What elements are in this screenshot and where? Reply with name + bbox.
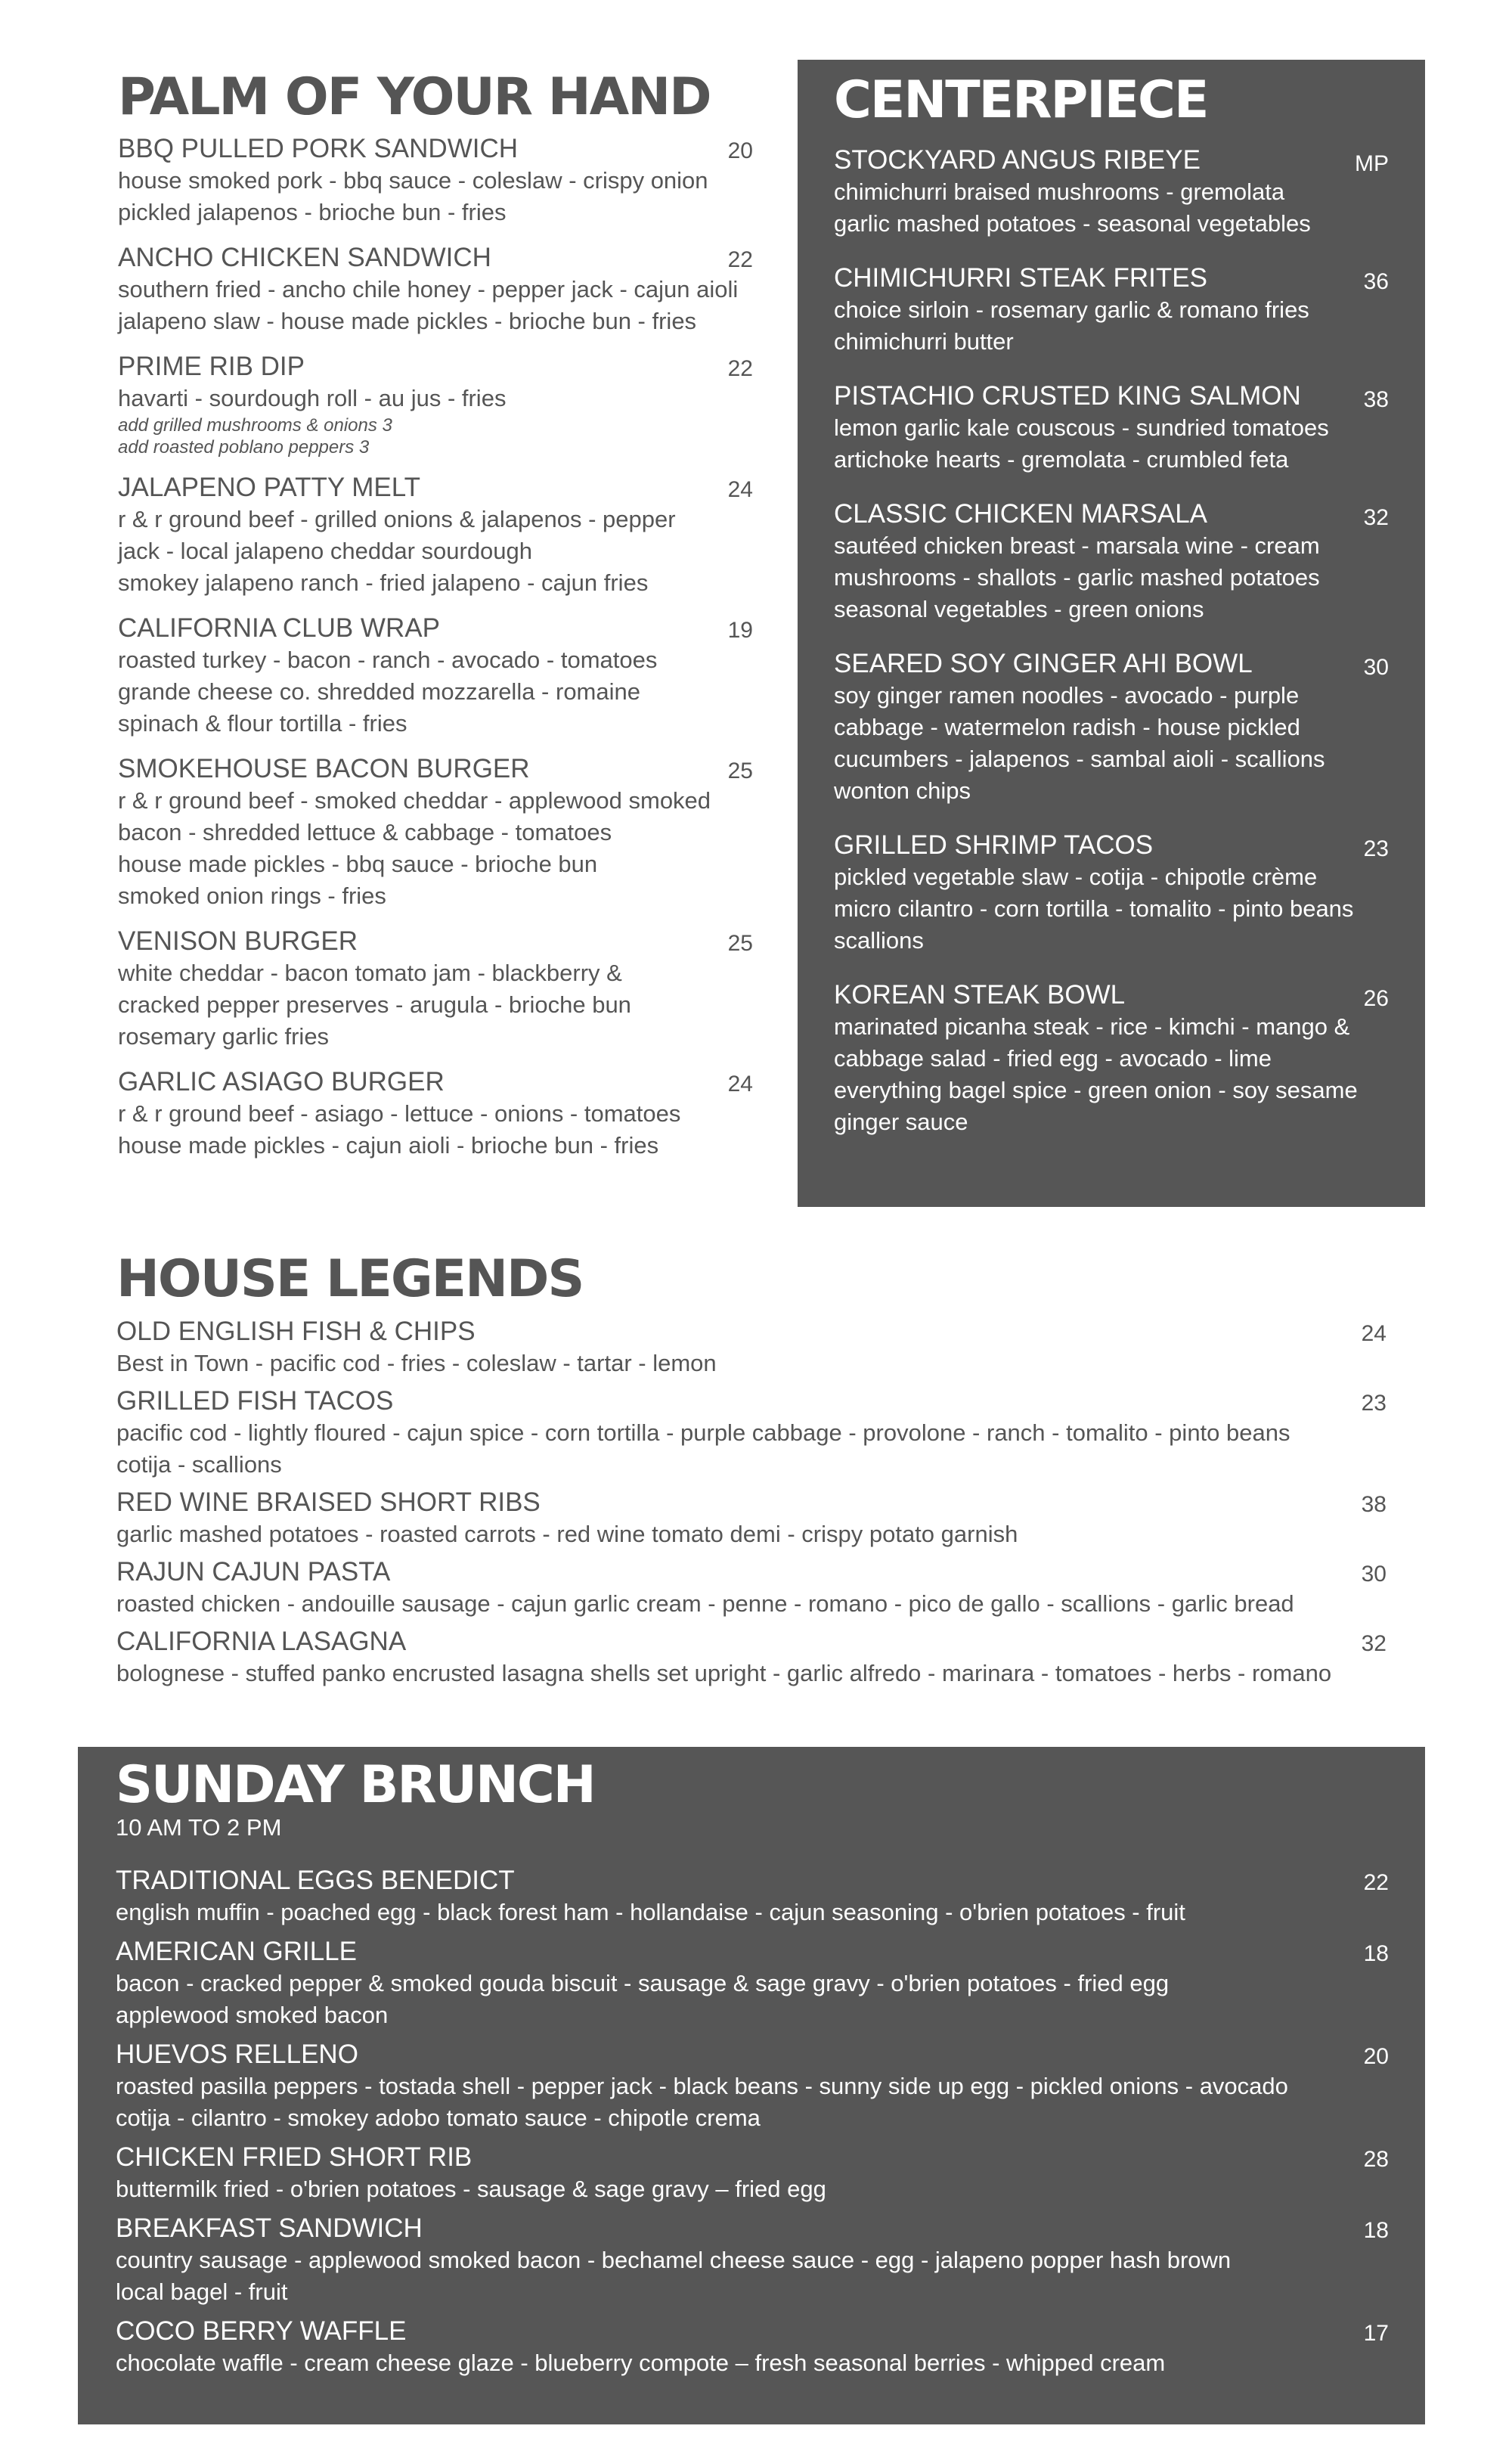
menu-item xyxy=(834,648,1389,807)
menu-item-name: JALAPENO PATTY MELT xyxy=(118,473,421,502)
menu-item-description: pacific cod - lightly floured - cajun spice - corn tortilla - purple cabbage - provolone - ranch - tomalito - pinto beans cotija - scallions xyxy=(116,1419,1290,1478)
menu-list xyxy=(116,1865,1389,2379)
menu-item-price: 32 xyxy=(1363,505,1389,530)
menu-item-name: PRIME RIB DIP xyxy=(118,352,305,381)
menu-item-description: buttermilk fried - o'brien potatoes - sausage & sage gravy – fried egg xyxy=(116,2176,826,2202)
menu-item xyxy=(118,133,753,228)
menu-item-description: choice sirloin - rosemary garlic & romano fries chimichurri butter xyxy=(834,296,1309,355)
menu-item-price: 22 xyxy=(727,247,753,272)
menu-item-price: 22 xyxy=(1363,1870,1389,1895)
menu-item xyxy=(116,2213,1389,2308)
menu-item-description: bacon - cracked pepper & smoked gouda biscuit - sausage & sage gravy - o'brien potatoes - fried egg applewood smoked bacon xyxy=(116,1970,1170,2028)
menu-item-price: 38 xyxy=(1361,1492,1387,1517)
menu-item xyxy=(116,1865,1389,1928)
menu-item-price: 36 xyxy=(1363,269,1389,294)
menu-item-price: 38 xyxy=(1363,387,1389,412)
menu-item-description: pickled vegetable slaw - cotija - chipotle crème micro cilantro - corn tortilla - tomalito - pinto beans scallions xyxy=(834,864,1354,954)
menu-item-description: r & r ground beef - grilled onions & jalapenos - pepper jack - local jalapeno cheddar sourdough smokey jalapeno ranch - fried jalapeno - cajun fries xyxy=(118,506,676,596)
menu-item-name: CALIFORNIA CLUB WRAP xyxy=(118,613,440,643)
menu-item-price: 30 xyxy=(1363,655,1389,680)
menu-item-price: 17 xyxy=(1363,2321,1389,2346)
menu-item-description: roasted turkey - bacon - ranch - avocado - tomatoes grande cheese co. shredded mozzarella - romaine spinach & flour tortilla - fries xyxy=(118,647,658,737)
menu-item-description: english muffin - poached egg - black forest ham - hollandaise - cajun seasoning - o'brien potatoes - fruit xyxy=(116,1899,1185,1925)
menu-item-addon: add grilled mushrooms & onions 3 add roasted poblano peppers 3 xyxy=(118,415,392,458)
menu-item-description: sautéed chicken breast - marsala wine - cream mushrooms - shallots - garlic mashed potatoes seasonal vegetables - green onions xyxy=(834,532,1320,622)
menu-item-name: CHIMICHURRI STEAK FRITES xyxy=(834,263,1207,293)
menu-item-description: southern fried - ancho chile honey - pepper jack - cajun aioli jalapeno slaw - house made pickles - brioche bun - fries xyxy=(118,276,739,334)
menu-item-price: 19 xyxy=(727,618,753,643)
palm-of-your-hand-section xyxy=(118,67,753,1175)
menu-item-name: GRILLED FISH TACOS xyxy=(116,1386,394,1416)
menu-item-name: STOCKYARD ANGUS RIBEYE xyxy=(834,145,1201,175)
menu-item-name: SEARED SOY GINGER AHI BOWL xyxy=(834,649,1253,678)
section-title: CENTERPIECE xyxy=(834,70,1208,130)
menu-item xyxy=(116,2316,1389,2379)
menu-item-name: VENISON BURGER xyxy=(118,926,358,956)
menu-item xyxy=(116,1487,1387,1550)
menu-item-description: r & r ground beef - asiago - lettuce - onions - tomatoes house made pickles - cajun aioli - brioche bun - fries xyxy=(118,1100,681,1159)
menu-item-price: 32 xyxy=(1361,1631,1387,1656)
menu-item-description: lemon garlic kale couscous - sundried tomatoes artichoke hearts - gremolata - crumbled feta xyxy=(834,414,1329,473)
menu-item xyxy=(834,262,1389,358)
menu-item-name: AMERICAN GRILLE xyxy=(116,1937,357,1966)
menu-item-name: GRILLED SHRIMP TACOS xyxy=(834,830,1154,860)
house-legends-section xyxy=(116,1248,1387,1695)
menu-item-price: 24 xyxy=(727,477,753,502)
menu-item-price: 28 xyxy=(1363,2147,1389,2172)
menu-item-name: RAJUN CAJUN PASTA xyxy=(116,1557,391,1587)
menu-item xyxy=(116,1556,1387,1620)
menu-item xyxy=(118,242,753,337)
sunday-brunch-section xyxy=(78,1747,1425,2424)
menu-item-price: 20 xyxy=(1363,2044,1389,2069)
menu-item-price: 18 xyxy=(1363,2218,1389,2243)
menu-item xyxy=(118,351,753,458)
menu-item-name: RED WINE BRAISED SHORT RIBS xyxy=(116,1487,541,1517)
menu-item-name: KOREAN STEAK BOWL xyxy=(834,980,1126,1010)
menu-item xyxy=(118,1066,753,1162)
menu-item-name: CLASSIC CHICKEN MARSALA xyxy=(834,499,1208,529)
menu-item-name: BBQ PULLED PORK SANDWICH xyxy=(118,134,518,163)
menu-item-description: havarti - sourdough roll - au jus - fries xyxy=(118,385,507,411)
menu-item xyxy=(116,1316,1387,1379)
menu-item-description: white cheddar - bacon tomato jam - blackberry & cracked pepper preserves - arugula - brioche bun rosemary garlic fries xyxy=(118,960,631,1050)
menu-item-name: HUEVOS RELLENO xyxy=(116,2040,358,2069)
menu-item-name: OLD ENGLISH FISH & CHIPS xyxy=(116,1317,476,1346)
menu-item-description: house smoked pork - bbq sauce - coleslaw - crispy onion pickled jalapenos - brioche bun - fries xyxy=(118,167,708,225)
menu-item-price: 23 xyxy=(1363,836,1389,861)
menu-item-price: 20 xyxy=(727,138,753,163)
menu-item-description: chocolate waffle - cream cheese glaze - blueberry compote – fresh seasonal berries - whipped cream xyxy=(116,2350,1166,2376)
menu-item-description: garlic mashed potatoes - roasted carrots - red wine tomato demi - crispy potato garnish xyxy=(116,1521,1018,1547)
section-subtitle: 10 AM TO 2 PM xyxy=(116,1814,282,1841)
menu-item-price: 24 xyxy=(727,1072,753,1097)
centerpiece-section xyxy=(798,60,1425,1207)
section-title: SUNDAY BRUNCH xyxy=(116,1755,595,1815)
menu-item xyxy=(116,1626,1387,1689)
menu-list xyxy=(116,1316,1387,1689)
menu-item-name: COCO BERRY WAFFLE xyxy=(116,2316,407,2346)
menu-item xyxy=(834,979,1389,1138)
menu-item-description: country sausage - applewood smoked bacon - bechamel cheese sauce - egg - jalapeno popper hash brown local bagel - fruit xyxy=(116,2247,1232,2305)
menu-item-description: roasted pasilla peppers - tostada shell - pepper jack - black beans - sunny side up egg - pickled onions - avocado cotija - cilantro - smokey adobo tomato sauce - chipotle crema xyxy=(116,2073,1288,2131)
menu-item-price: 24 xyxy=(1361,1321,1387,1346)
menu-item-description: soy ginger ramen noodles - avocado - purple cabbage - watermelon radish - house pickled cucumbers - jalapenos - sambal aioli - scallions wonton chips xyxy=(834,682,1325,804)
menu-item-price: 30 xyxy=(1361,1562,1387,1587)
menu-item xyxy=(116,2039,1389,2134)
menu-item xyxy=(116,1936,1389,2031)
menu-item-price: 22 xyxy=(727,356,753,381)
menu-item-price: 25 xyxy=(727,758,753,783)
menu-item-name: CHICKEN FRIED SHORT RIB xyxy=(116,2142,472,2172)
menu-item xyxy=(116,1385,1387,1481)
menu-list xyxy=(834,144,1389,1138)
menu-item xyxy=(834,380,1389,476)
menu-item-description: Best in Town - pacific cod - fries - coleslaw - tartar - lemon xyxy=(116,1350,717,1376)
menu-list xyxy=(118,133,753,1162)
menu-item-description: marinated picanha steak - rice - kimchi - mango & cabbage salad - fried egg - avocado - lime everything bagel spice - green onion - soy sesame ginger sauce xyxy=(834,1013,1358,1135)
menu-item xyxy=(116,2142,1389,2205)
menu-item xyxy=(118,753,753,912)
menu-item-name: TRADITIONAL EGGS BENEDICT xyxy=(116,1866,515,1895)
menu-item-price: 18 xyxy=(1363,1941,1389,1966)
menu-item-price: 26 xyxy=(1363,986,1389,1011)
menu-item-name: GARLIC ASIAGO BURGER xyxy=(118,1067,445,1097)
menu-item-price: MP xyxy=(1355,151,1389,176)
menu-item-name: SMOKEHOUSE BACON BURGER xyxy=(118,754,530,783)
menu-item xyxy=(118,926,753,1053)
menu-item xyxy=(834,498,1389,625)
section-title: PALM OF YOUR HAND xyxy=(118,67,711,127)
section-title: HOUSE LEGENDS xyxy=(116,1249,584,1309)
menu-item-price: 23 xyxy=(1361,1391,1387,1416)
menu-item-description: roasted chicken - andouille sausage - cajun garlic cream - penne - romano - pico de gallo - scallions - garlic bread xyxy=(116,1590,1294,1617)
menu-item-description: bolognese - stuffed panko encrusted lasagna shells set upright - garlic alfredo - marinara - tomatoes - herbs - romano xyxy=(116,1660,1332,1686)
menu-item-name: PISTACHIO CRUSTED KING SALMON xyxy=(834,381,1301,411)
menu-item-description: r & r ground beef - smoked cheddar - applewood smoked bacon - shredded lettuce & cabbage - tomatoes house made pickles - bbq sauce - brioche bun smoked onion rings - fries xyxy=(118,787,711,909)
menu-item xyxy=(834,830,1389,957)
menu-item-name: BREAKFAST SANDWICH xyxy=(116,2213,423,2243)
menu-item-description: chimichurri braised mushrooms - gremolata garlic mashed potatoes - seasonal vegetables xyxy=(834,178,1311,237)
menu-item-name: CALIFORNIA LASAGNA xyxy=(116,1627,407,1656)
menu-item-name: ANCHO CHICKEN SANDWICH xyxy=(118,243,491,272)
menu-item xyxy=(118,472,753,599)
menu-item xyxy=(834,144,1389,240)
menu-item-price: 25 xyxy=(727,931,753,956)
menu-item xyxy=(118,613,753,740)
